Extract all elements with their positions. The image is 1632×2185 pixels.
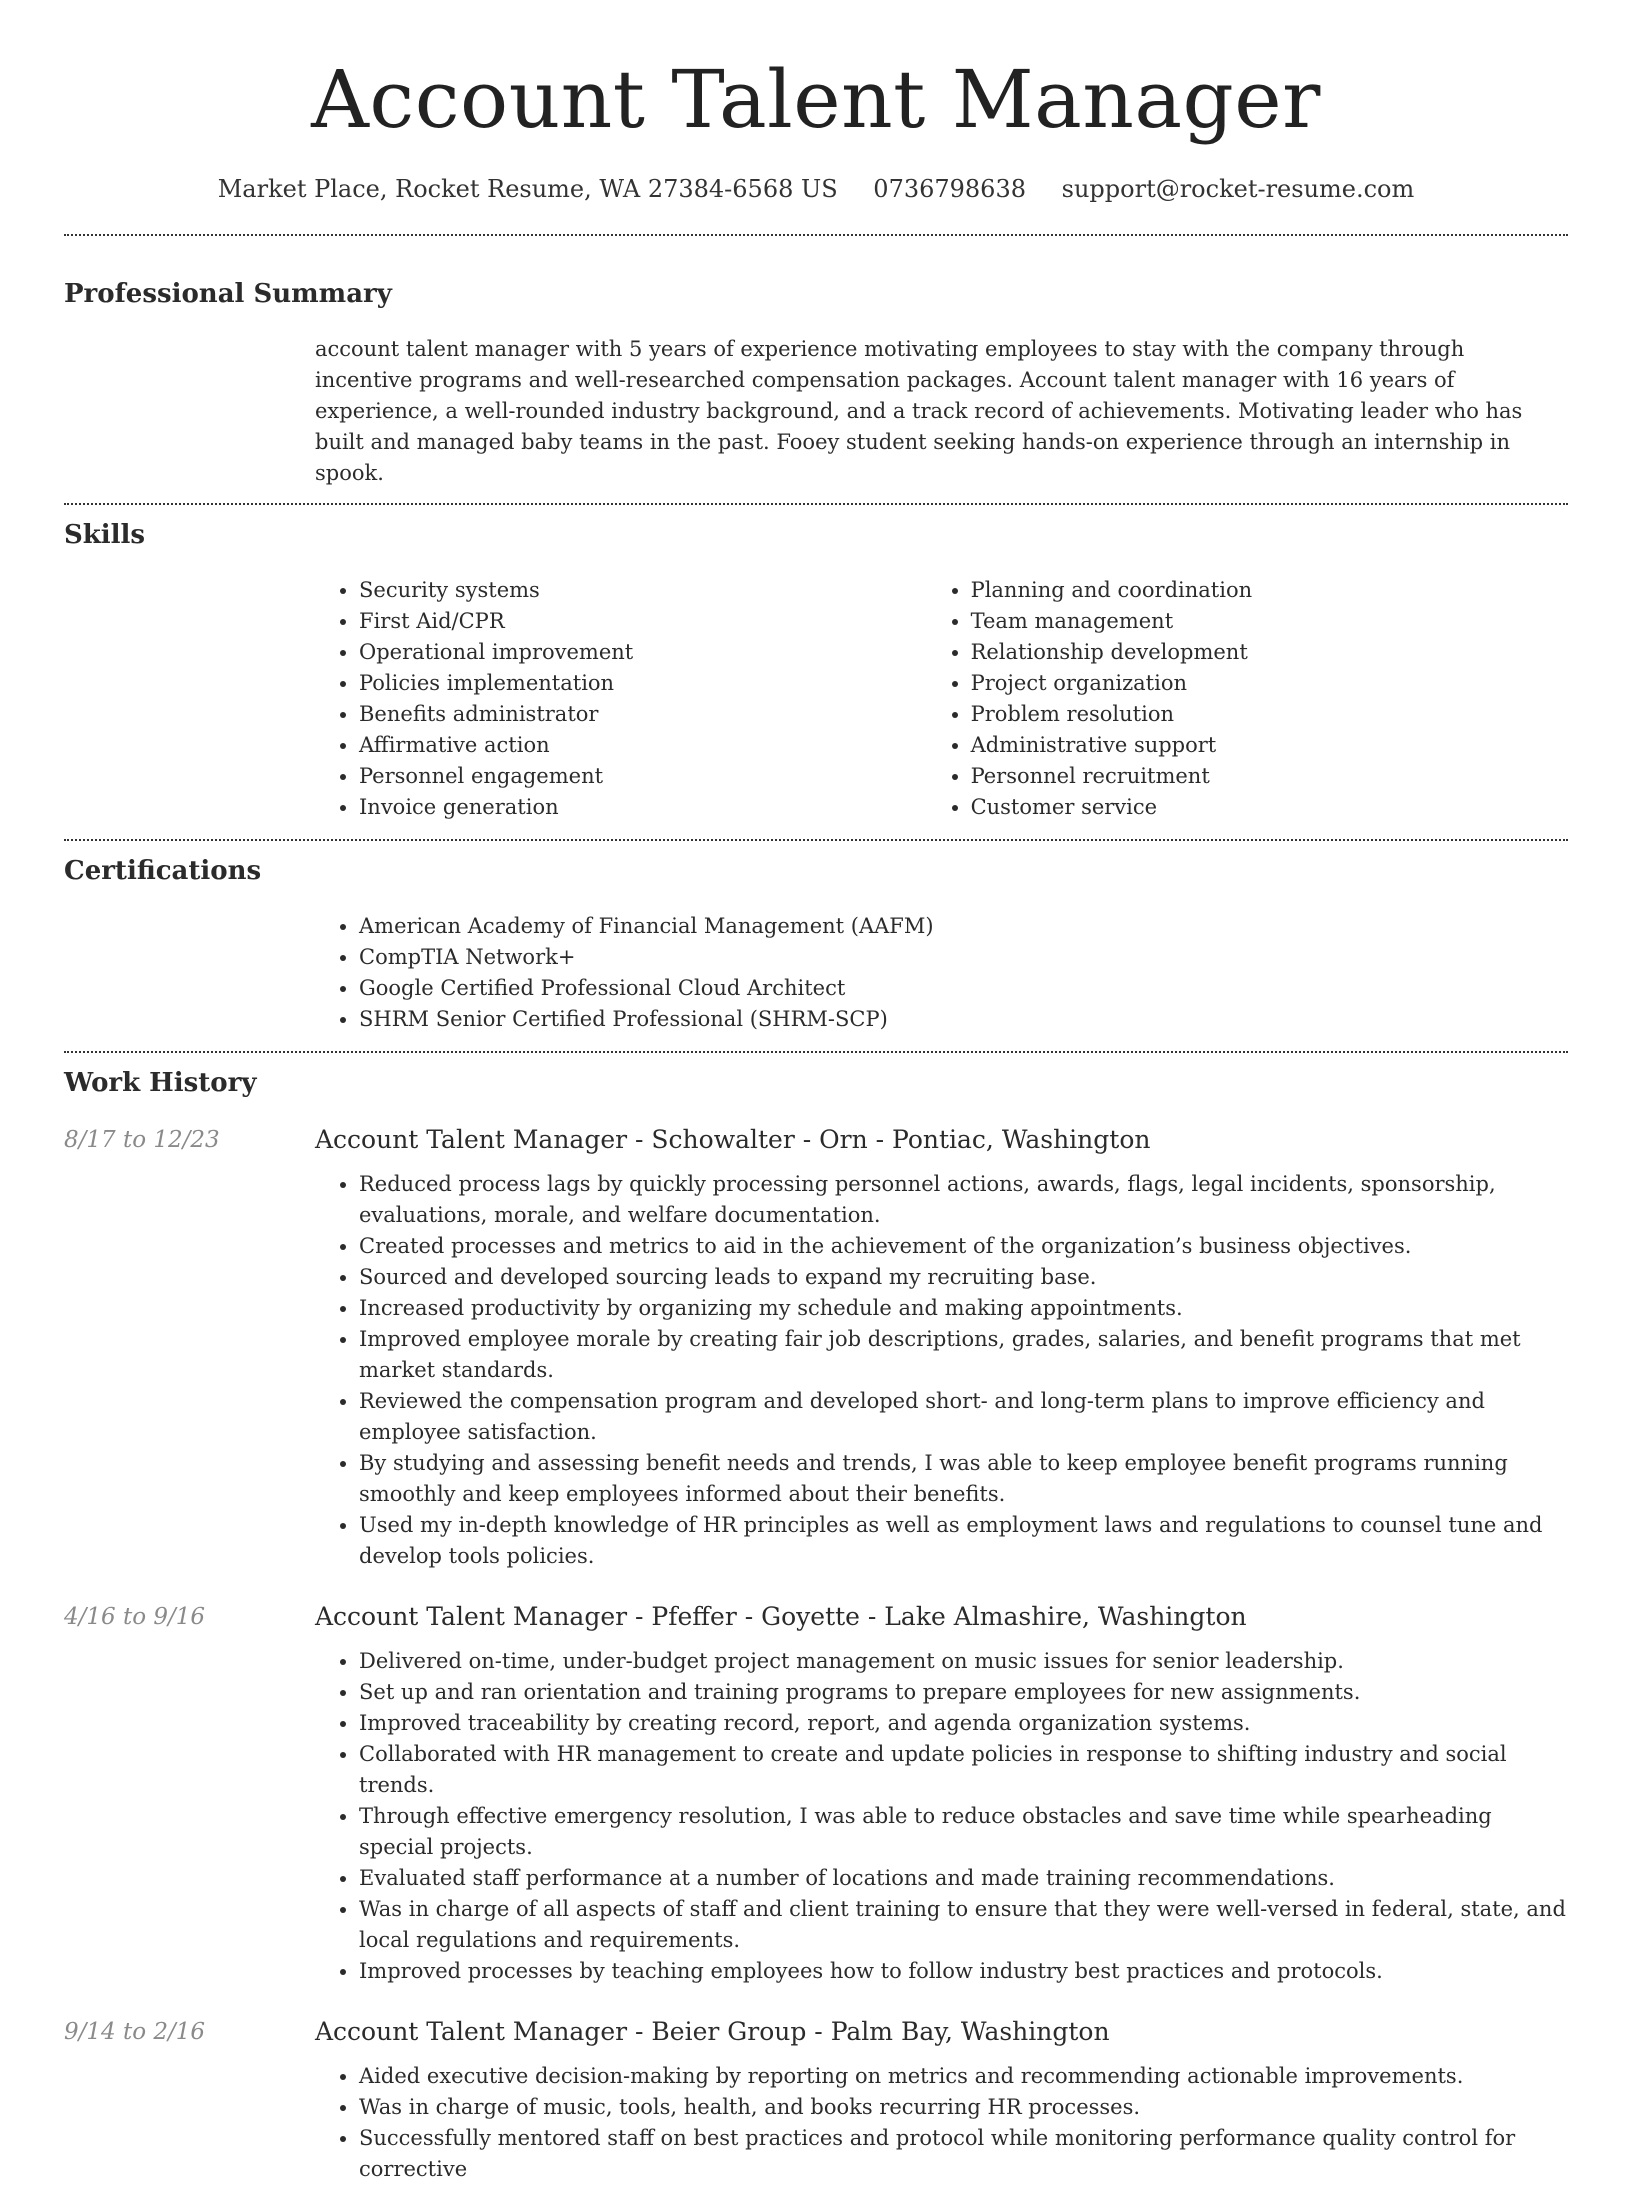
- job-title: Account Talent Manager - Schowalter - Orn - Pontiac, Washington: [315, 1125, 1151, 1154]
- job-date: 4/16 to 9/16: [64, 1604, 206, 1630]
- certification-item: • SHRM Senior Certified Professional (SHRM-SCP): [359, 1004, 1568, 1035]
- job-bullet: • By studying and assessing benefit needs and trends, I was able to keep employee benefit programs running smoothly and keep employees informed about their benefits.: [359, 1448, 1568, 1510]
- contact-phone: 0736798638: [873, 175, 1026, 203]
- job-bullet: • Aided executive decision-making by reporting on metrics and recommending actionable improvements.: [359, 2061, 1568, 2092]
- contact-line: [64, 172, 1568, 206]
- skill-item: • Team management: [971, 606, 1568, 637]
- certifications-list: [315, 911, 1568, 1035]
- skill-item: • Personnel recruitment: [971, 761, 1568, 792]
- job-title: Account Talent Manager - Pfeffer - Goyette - Lake Almashire, Washington: [315, 1602, 1247, 1631]
- skills-section: [64, 505, 1568, 839]
- skills-grid: [315, 575, 1568, 823]
- job-bullet: • Successfully mentored staff on best practices and protocol while monitoring performance quality control for corrective: [359, 2123, 1568, 2185]
- job-bullet: • Delivered on-time, under-budget project management on music issues for senior leadership.: [359, 1646, 1568, 1677]
- skill-item: • Affirmative action: [359, 730, 927, 761]
- job-bullet: • Increased productivity by organizing my schedule and making appointments.: [359, 1293, 1568, 1324]
- resume-name: Account Talent Manager: [311, 53, 1321, 146]
- work-history-section: [64, 1053, 1568, 2185]
- certifications-content: [315, 911, 1568, 1035]
- skills-list-left: [315, 575, 927, 823]
- job-bullet: • Collaborated with HR management to create and update policies in response to shifting industry and social trends.: [359, 1739, 1568, 1801]
- contact-address: Market Place, Rocket Resume, WA 27384-6568 US: [217, 175, 838, 203]
- skill-item: • Operational improvement: [359, 637, 927, 668]
- job-bullet: • Was in charge of music, tools, health, and books recurring HR processes.: [359, 2092, 1568, 2123]
- skill-item: • Personnel engagement: [359, 761, 927, 792]
- job-date: 8/17 to 12/23: [64, 1127, 220, 1153]
- job-entry: [64, 2015, 1568, 2185]
- job-bullet: • Reviewed the compensation program and developed short- and long-term plans to improve efficiency and employee satisfaction.: [359, 1386, 1568, 1448]
- job-bullet: • Through effective emergency resolution, I was able to reduce obstacles and save time while spearheading special projects.: [359, 1801, 1568, 1863]
- job-bullets: [315, 1169, 1568, 1572]
- skill-item: • Policies implementation: [359, 668, 927, 699]
- job-entry: [64, 1123, 1568, 1572]
- certification-item: • Google Certified Professional Cloud Architect: [359, 973, 1568, 1004]
- skill-item: • Problem resolution: [971, 699, 1568, 730]
- job-bullets: [315, 2061, 1568, 2185]
- skill-item: • Relationship development: [971, 637, 1568, 668]
- skill-item: • Benefits administrator: [359, 699, 927, 730]
- job-bullet: • Was in charge of all aspects of staff and client training to ensure that they were well-versed in federal, state, and local regulations and requirements.: [359, 1894, 1568, 1956]
- skill-item: • First Aid/CPR: [359, 606, 927, 637]
- job-bullet: • Evaluated staff performance at a number of locations and made training recommendations.: [359, 1863, 1568, 1894]
- skills-list-right: [927, 575, 1568, 823]
- job-bullet: • Improved employee morale by creating fair job descriptions, grades, salaries, and benefit programs that met market standards.: [359, 1324, 1568, 1386]
- certification-item: • CompTIA Network+: [359, 942, 1568, 973]
- section-title-skills: Skills: [64, 520, 146, 550]
- job-bullets: [315, 1646, 1568, 1987]
- job-title: Account Talent Manager - Beier Group - Palm Bay, Washington: [315, 2017, 1110, 2046]
- job-bullet: • Created processes and metrics to aid in the achievement of the organization’s business objectives.: [359, 1231, 1568, 1262]
- section-title-summary: Professional Summary: [64, 279, 392, 309]
- summary-section: [64, 236, 1568, 503]
- certifications-section: [64, 841, 1568, 1051]
- job-bullet: • Sourced and developed sourcing leads to expand my recruiting base.: [359, 1262, 1568, 1293]
- job-bullet: • Set up and ran orientation and training programs to prepare employees for new assignments.: [359, 1677, 1568, 1708]
- resume-page: [64, 0, 1568, 2185]
- contact-email: support@rocket-resume.com: [1061, 175, 1415, 203]
- section-title-certifications: Certifications: [64, 856, 262, 886]
- section-title-work-history: Work History: [64, 1068, 257, 1098]
- skill-item: • Security systems: [359, 575, 927, 606]
- job-bullet: • Improved processes by teaching employees how to follow industry best practices and protocols.: [359, 1956, 1568, 1987]
- certification-item: • American Academy of Financial Management (AAFM): [359, 911, 1568, 942]
- skill-item: • Customer service: [971, 792, 1568, 823]
- skill-item: • Planning and coordination: [971, 575, 1568, 606]
- skill-item: • Administrative support: [971, 730, 1568, 761]
- skill-item: • Project organization: [971, 668, 1568, 699]
- job-date: 9/14 to 2/16: [64, 2019, 206, 2045]
- job-bullet: • Used my in-depth knowledge of HR principles as well as employment laws and regulations to counsel tune and develop tools policies.: [359, 1510, 1568, 1572]
- skill-item: • Invoice generation: [359, 792, 927, 823]
- job-entry: [64, 1600, 1568, 1987]
- summary-text: account talent manager with 5 years of experience motivating employees to stay with the company through incentive programs and well-researched compensation packages. Account talent manager with 16 years of experience, a well-rounded industry background, and a track record of achievements. Motivating leader who has built and managed baby teams in the past. Fooey student seeking hands-on experience through an internship in spook.: [315, 337, 1523, 485]
- job-bullet: • Improved traceability by creating record, report, and agenda organization systems.: [359, 1708, 1568, 1739]
- job-bullet: • Reduced process lags by quickly processing personnel actions, awards, flags, legal incidents, sponsorship, evaluations, morale, and welfare documentation.: [359, 1169, 1568, 1231]
